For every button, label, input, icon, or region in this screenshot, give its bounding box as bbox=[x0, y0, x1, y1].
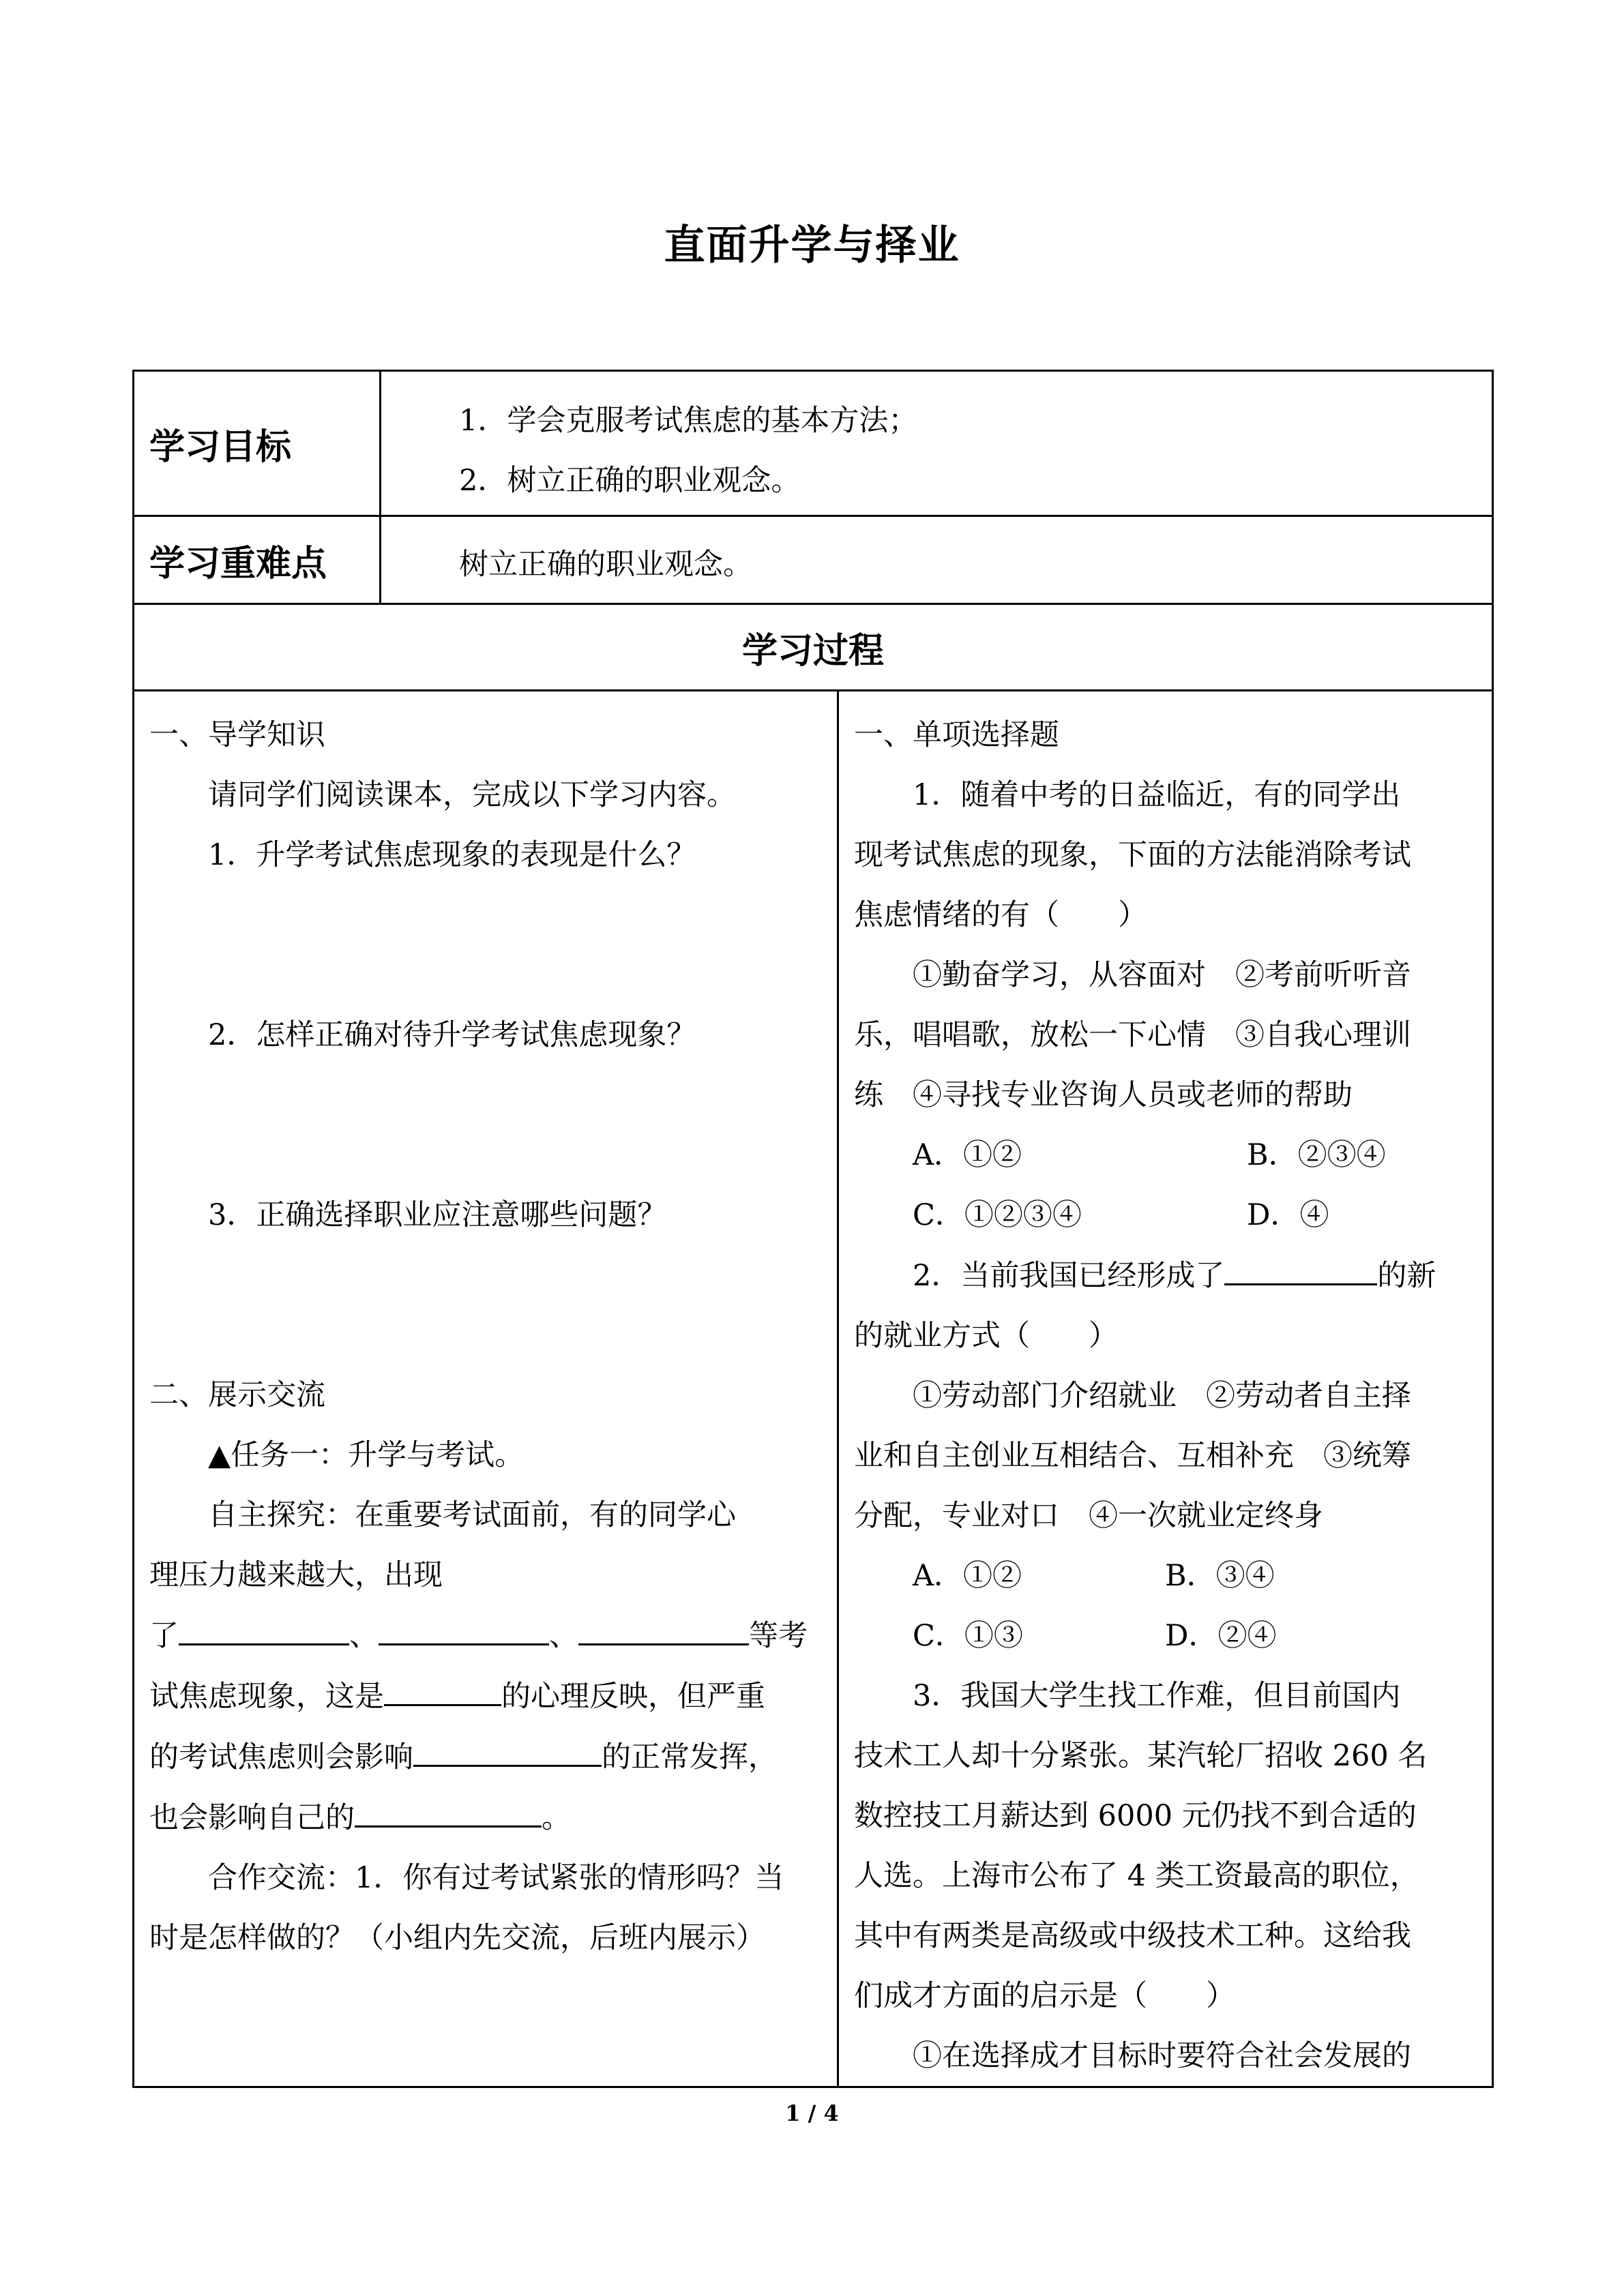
option-c: C．①③ bbox=[913, 1619, 1023, 1653]
answer-space bbox=[149, 885, 823, 1005]
explore-text: 自主探究：在重要考试面前，有的同学心 bbox=[208, 1498, 736, 1532]
goals-label: 学习目标 bbox=[134, 371, 381, 516]
question-text: 现考试焦虑的现象，下面的方法能消除考试 bbox=[854, 838, 1411, 872]
option-a: A．①② bbox=[913, 1138, 1022, 1172]
option-row bbox=[854, 1606, 1478, 1666]
focus-content: 树立正确的职业观念。 bbox=[381, 516, 1493, 604]
process-header: 学习过程 bbox=[134, 604, 1493, 691]
fill-blank[interactable] bbox=[179, 1605, 349, 1645]
section-heading: 二、展示交流 bbox=[149, 1378, 325, 1412]
cooperation-text: 时是怎样做的？（小组内先交流，后班内展示） bbox=[149, 1921, 765, 1955]
fill-blank[interactable] bbox=[355, 1787, 542, 1828]
goal-item: 1．学会克服考试焦虑的基本方法； bbox=[459, 404, 918, 438]
question-2: 2．怎样正确对待升学考试焦虑现象？ bbox=[208, 1018, 696, 1052]
explore-text: 试焦虑现象，这是 的心理反映，但严重 bbox=[149, 1666, 823, 1727]
page-number: 1 / 4 bbox=[785, 2100, 839, 2126]
question-text: ①在选择成才目标时要符合社会发展的 bbox=[913, 2039, 1411, 2073]
fill-blank[interactable] bbox=[413, 1727, 602, 1767]
option-d: D．②④ bbox=[1165, 1619, 1277, 1653]
option-b: B．③④ bbox=[1165, 1559, 1275, 1593]
page-title: 直面升学与择业 bbox=[664, 222, 960, 269]
question-text: 乐，唱唱歌，放松一下心情 ③自我心理训 bbox=[854, 1018, 1411, 1052]
question-text: ①勤奋学习，从容面对 ②考前听听音 bbox=[913, 958, 1411, 992]
study-table bbox=[132, 370, 1494, 2088]
question-text: 技术工人却十分紧张。某汽轮厂招收 260 名 bbox=[854, 1739, 1428, 1773]
question-text: 人选。上海市公布了 4 类工资最高的职位， bbox=[854, 1859, 1419, 1893]
answer-space bbox=[149, 1245, 823, 1365]
explore-text: 了 、 、 等考 bbox=[149, 1605, 823, 1666]
option-b: B．②③④ bbox=[1247, 1138, 1386, 1172]
fill-blank[interactable] bbox=[384, 1666, 501, 1706]
explore-text: 理压力越来越大，出现 bbox=[149, 1558, 443, 1592]
question-text: 2．当前我国已经形成了 的新 bbox=[854, 1245, 1478, 1306]
question-text: ①劳动部门介绍就业 ②劳动者自主择 bbox=[913, 1379, 1411, 1413]
goals-content bbox=[381, 371, 1493, 516]
section-heading: 一、单项选择题 bbox=[854, 718, 1059, 752]
question-1: 1．升学考试焦虑现象的表现是什么？ bbox=[208, 838, 696, 872]
cooperation-text: 合作交流：1．你有过考试紧张的情形吗？当 bbox=[208, 1861, 784, 1895]
question-text: 1．随着中考的日益临近，有的同学出 bbox=[913, 778, 1401, 812]
option-c: C．①②③④ bbox=[913, 1198, 1082, 1232]
question-text: 分配，专业对口 ④一次就业定终身 bbox=[854, 1499, 1323, 1533]
question-3: 3．正确选择职业应注意哪些问题？ bbox=[208, 1198, 667, 1232]
fill-blank[interactable] bbox=[578, 1605, 749, 1645]
answer-space bbox=[149, 1065, 823, 1185]
question-text: 数控技工月薪达到 6000 元仍找不到合适的 bbox=[854, 1799, 1417, 1833]
task-title: ▲任务一：升学与考试。 bbox=[208, 1438, 525, 1472]
question-text: 其中有两类是高级或中级技术工种。这给我 bbox=[854, 1919, 1411, 1953]
option-row bbox=[854, 1546, 1478, 1606]
question-text: 们成才方面的启示是（ ） bbox=[854, 1979, 1235, 2013]
focus-label: 学习重难点 bbox=[134, 516, 381, 604]
explore-text: 也会影响自己的 。 bbox=[149, 1787, 823, 1848]
option-row bbox=[854, 1125, 1478, 1185]
goal-item: 2．树立正确的职业观念。 bbox=[459, 464, 801, 498]
guided-learning-column bbox=[134, 691, 838, 2087]
question-text: 3．我国大学生找工作难，但目前国内 bbox=[913, 1679, 1401, 1713]
question-text: 业和自主创业互相结合、互相补充 ③统筹 bbox=[854, 1439, 1411, 1473]
option-d: D．④ bbox=[1247, 1198, 1329, 1232]
fill-blank[interactable] bbox=[1224, 1245, 1377, 1285]
explore-text: 的考试焦虑则会影响 的正常发挥， bbox=[149, 1727, 823, 1787]
question-text: 练 ④寻找专业咨询人员或老师的帮助 bbox=[854, 1078, 1353, 1112]
exercise-column bbox=[838, 691, 1493, 2087]
option-row bbox=[854, 1185, 1478, 1245]
option-a: A．①② bbox=[913, 1559, 1022, 1593]
intro-text: 请同学们阅读课本，完成以下学习内容。 bbox=[208, 778, 736, 812]
question-text: 焦虑情绪的有（ ） bbox=[854, 898, 1147, 932]
fill-blank[interactable] bbox=[379, 1605, 549, 1645]
question-text: 的就业方式（ ） bbox=[854, 1319, 1118, 1353]
section-heading: 一、导学知识 bbox=[149, 718, 325, 752]
